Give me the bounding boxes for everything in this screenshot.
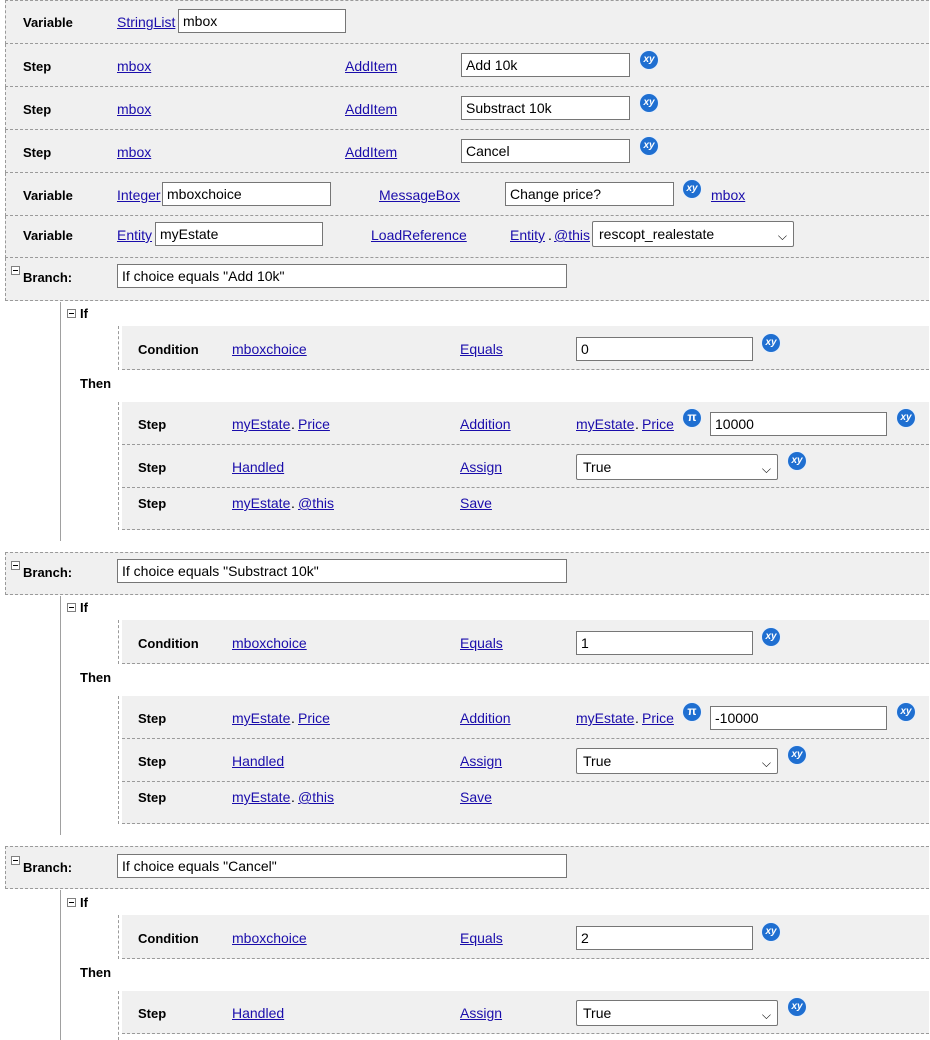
- arg-object-link[interactable]: myEstate: [576, 710, 635, 726]
- method-link-messagebox[interactable]: MessageBox: [379, 187, 460, 203]
- collapse-toggle-icon[interactable]: [67, 309, 76, 318]
- row-kind-label: Step: [138, 711, 167, 726]
- condition-value-input[interactable]: 1: [576, 631, 753, 655]
- addition-value-input[interactable]: 10000: [710, 412, 887, 436]
- method-link-additem[interactable]: AddItem: [345, 58, 398, 74]
- step-row-assign: [122, 739, 929, 782]
- object-link[interactable]: myEstate: [232, 710, 291, 726]
- condition-row: [122, 915, 929, 959]
- assign-value-select[interactable]: [576, 748, 778, 774]
- message-text-input[interactable]: Change price?: [505, 182, 674, 206]
- row-kind-label: Step: [23, 59, 52, 74]
- variable-name-input[interactable]: mboxchoice: [162, 182, 331, 206]
- arg-property-link[interactable]: Price: [642, 710, 674, 726]
- dot-separator: .: [291, 495, 295, 511]
- row-kind-label: Step: [138, 1006, 167, 1021]
- variable-name-input[interactable]: myEstate: [155, 222, 323, 246]
- xy-variable-icon[interactable]: xy: [897, 409, 915, 427]
- condition-var-link[interactable]: mboxchoice: [232, 635, 307, 651]
- method-link-additem[interactable]: AddItem: [345, 144, 398, 160]
- ref-link-mbox[interactable]: mbox: [711, 187, 746, 203]
- row-kind-label: Step: [138, 417, 167, 432]
- row-kind-label: Step: [138, 790, 167, 805]
- row-kind-label: Variable: [23, 188, 73, 203]
- method-link-save[interactable]: Save: [460, 495, 492, 511]
- dot-separator: .: [291, 416, 295, 432]
- branch-label: Branch:: [23, 270, 73, 285]
- type-link-integer[interactable]: Integer: [117, 187, 161, 203]
- branch-label: Branch:: [23, 860, 73, 875]
- step-row-additem-1: [5, 44, 929, 87]
- type-link-stringlist[interactable]: StringList: [117, 14, 176, 30]
- xy-variable-icon[interactable]: xy: [788, 746, 806, 764]
- dot-separator: .: [635, 416, 639, 432]
- target-link-mbox[interactable]: mbox: [117, 101, 152, 117]
- arg-object-link[interactable]: myEstate: [576, 416, 635, 432]
- branch-tree-line: [60, 890, 61, 1040]
- object-link-handled[interactable]: Handled: [232, 753, 285, 769]
- chevron-down-icon: ⌵: [761, 1008, 771, 1022]
- if-condition-block: [118, 620, 119, 664]
- branch-tree-line: [60, 302, 61, 541]
- method-link-save[interactable]: Save: [460, 789, 492, 805]
- dot-separator: .: [291, 710, 295, 726]
- variable-row-myestate: [5, 216, 929, 258]
- dot-separator: .: [635, 710, 639, 726]
- property-link-this[interactable]: @this: [298, 495, 334, 511]
- object-link-handled[interactable]: Handled: [232, 1005, 285, 1021]
- then-block: [118, 696, 119, 824]
- branch-title-input[interactable]: If choice equals "Cancel": [117, 854, 567, 878]
- xy-variable-icon[interactable]: xy: [762, 334, 780, 352]
- condition-label: Condition: [138, 342, 199, 357]
- then-label: Then: [80, 670, 112, 685]
- ref-type-link-entity[interactable]: Entity: [510, 227, 546, 243]
- step-row-addition: [122, 402, 929, 445]
- xy-variable-icon[interactable]: xy: [640, 137, 658, 155]
- step-row-save: [122, 782, 929, 824]
- row-kind-label: Step: [23, 102, 52, 117]
- method-link-assign[interactable]: Assign: [460, 1005, 503, 1021]
- dot-separator: .: [548, 227, 552, 243]
- pi-constant-icon[interactable]: π: [683, 703, 701, 721]
- if-label: If: [80, 306, 88, 321]
- item-value-input[interactable]: Substract 10k: [461, 96, 630, 120]
- addition-value-input[interactable]: -10000: [710, 706, 887, 730]
- condition-op-link[interactable]: Equals: [460, 341, 503, 357]
- step-row-addition: [122, 696, 929, 739]
- object-link[interactable]: myEstate: [232, 495, 291, 511]
- condition-label: Condition: [138, 636, 199, 651]
- assign-value-select[interactable]: [576, 1000, 778, 1026]
- step-row-save: [122, 488, 929, 530]
- property-link[interactable]: Price: [298, 710, 330, 726]
- variable-row-mboxchoice: [5, 173, 929, 216]
- collapse-toggle-icon[interactable]: [11, 266, 20, 275]
- row-kind-label: Variable: [23, 15, 73, 30]
- branch-header-3: [5, 846, 929, 889]
- method-link-assign[interactable]: Assign: [460, 459, 503, 475]
- variable-name-input[interactable]: mbox: [178, 9, 346, 33]
- assign-select-value: True: [583, 1005, 612, 1021]
- condition-op-link[interactable]: Equals: [460, 635, 503, 651]
- object-link-handled[interactable]: Handled: [232, 459, 285, 475]
- if-label: If: [80, 600, 88, 615]
- step-row-assign: [122, 991, 929, 1034]
- pi-constant-icon[interactable]: π: [683, 409, 701, 427]
- collapse-toggle-icon[interactable]: [11, 561, 20, 570]
- xy-variable-icon[interactable]: xy: [788, 452, 806, 470]
- property-link[interactable]: Price: [298, 416, 330, 432]
- collapse-toggle-icon[interactable]: [11, 856, 20, 865]
- branch-label: Branch:: [23, 565, 73, 580]
- type-link-entity[interactable]: Entity: [117, 227, 153, 243]
- ref-this-link[interactable]: @this: [554, 227, 590, 243]
- chevron-down-icon: ⌵: [761, 756, 771, 770]
- xy-variable-icon[interactable]: xy: [640, 94, 658, 112]
- row-kind-label: Step: [138, 754, 167, 769]
- assign-select-value: True: [583, 753, 612, 769]
- row-kind-label: Step: [138, 460, 167, 475]
- collapse-toggle-icon[interactable]: [67, 603, 76, 612]
- row-kind-label: Step: [138, 496, 167, 511]
- branch-tree-line: [60, 596, 61, 835]
- xy-variable-icon[interactable]: xy: [640, 51, 658, 69]
- if-condition-block: [118, 915, 119, 959]
- target-link-mbox[interactable]: mbox: [117, 58, 152, 74]
- property-link-this[interactable]: @this: [298, 789, 334, 805]
- branch-header-1: [5, 258, 929, 301]
- condition-var-link[interactable]: mboxchoice: [232, 341, 307, 357]
- condition-value-input[interactable]: 2: [576, 926, 753, 950]
- condition-row: [122, 326, 929, 370]
- object-link[interactable]: myEstate: [232, 789, 291, 805]
- entity-select-value: rescopt_realestate: [599, 226, 715, 242]
- then-block: [118, 991, 119, 1040]
- xy-variable-icon[interactable]: xy: [897, 703, 915, 721]
- then-label: Then: [80, 965, 112, 980]
- method-link-addition[interactable]: Addition: [460, 710, 511, 726]
- xy-variable-icon[interactable]: xy: [762, 628, 780, 646]
- step-row-additem-2: [5, 87, 929, 130]
- item-value-input[interactable]: Add 10k: [461, 53, 630, 77]
- row-kind-label: Variable: [23, 228, 73, 243]
- object-link[interactable]: myEstate: [232, 416, 291, 432]
- xy-variable-icon[interactable]: xy: [788, 998, 806, 1016]
- variable-row-mbox: [5, 0, 929, 44]
- method-link-assign[interactable]: Assign: [460, 753, 503, 769]
- arg-property-link[interactable]: Price: [642, 416, 674, 432]
- condition-op-link[interactable]: Equals: [460, 930, 503, 946]
- branch-title-input[interactable]: If choice equals "Substract 10k": [117, 559, 567, 583]
- condition-var-link[interactable]: mboxchoice: [232, 930, 307, 946]
- step-row-additem-3: [5, 130, 929, 173]
- step-row-assign: [122, 445, 929, 488]
- chevron-down-icon: ⌵: [761, 462, 771, 476]
- then-label: Then: [80, 376, 112, 391]
- if-condition-block: [118, 326, 119, 370]
- dot-separator: .: [291, 789, 295, 805]
- assign-value-select[interactable]: [576, 454, 778, 480]
- method-link-additem[interactable]: AddItem: [345, 101, 398, 117]
- assign-select-value: True: [583, 459, 612, 475]
- collapse-toggle-icon[interactable]: [67, 898, 76, 907]
- condition-value-input[interactable]: 0: [576, 337, 753, 361]
- entity-select[interactable]: [592, 221, 794, 247]
- item-value-input[interactable]: Cancel: [461, 139, 630, 163]
- if-label: If: [80, 895, 88, 910]
- condition-label: Condition: [138, 931, 199, 946]
- branch-title-input[interactable]: If choice equals "Add 10k": [117, 264, 567, 288]
- target-link-mbox[interactable]: mbox: [117, 144, 152, 160]
- row-kind-label: Step: [23, 145, 52, 160]
- then-block: [118, 402, 119, 530]
- method-link-addition[interactable]: Addition: [460, 416, 511, 432]
- chevron-down-icon: ⌵: [777, 229, 787, 243]
- method-link-loadreference[interactable]: LoadReference: [371, 227, 467, 243]
- xy-variable-icon[interactable]: xy: [762, 923, 780, 941]
- branch-header-2: [5, 552, 929, 595]
- xy-variable-icon[interactable]: xy: [683, 180, 701, 198]
- condition-row: [122, 620, 929, 664]
